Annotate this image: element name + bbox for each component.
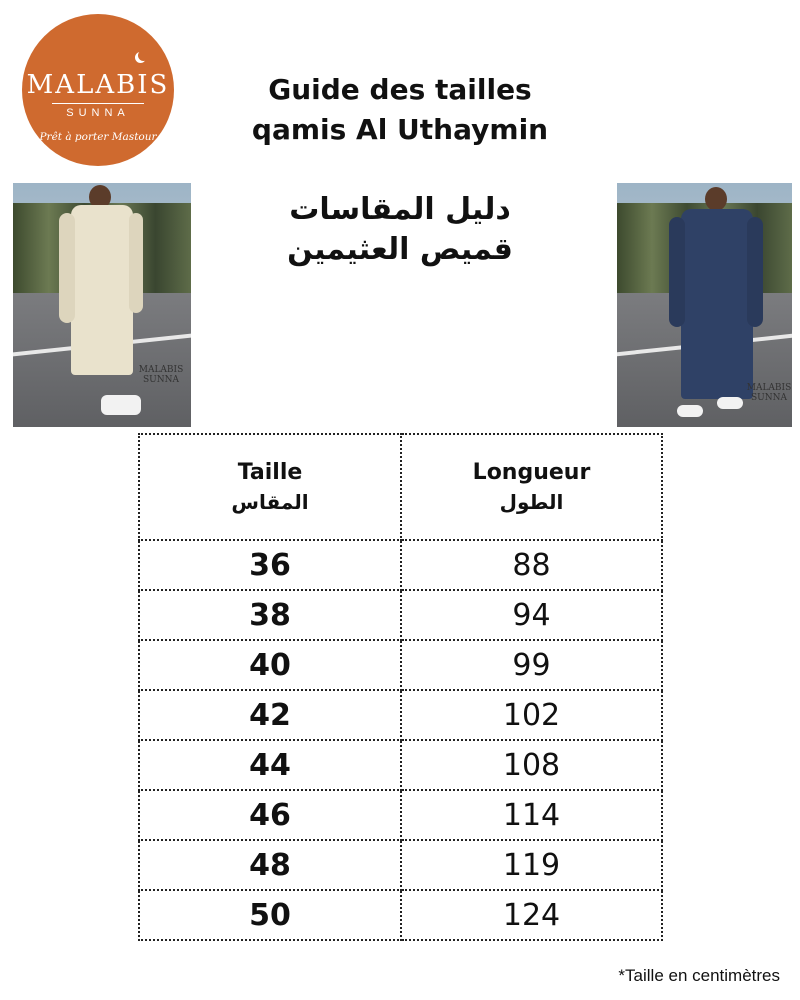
length-cell: 99	[401, 640, 662, 690]
photo-watermark	[133, 365, 189, 385]
logo-brand-text: MALABIS	[26, 70, 170, 100]
table-row	[139, 590, 662, 640]
size-cell: 38	[139, 590, 401, 640]
logo-divider	[52, 103, 144, 104]
page-title-fr	[200, 70, 600, 150]
watermark-sub: SUNNA	[751, 393, 787, 403]
table-row	[139, 640, 662, 690]
table-row	[139, 840, 662, 890]
header-length-ar: الطول	[499, 490, 564, 514]
footnote: *Taille en centimètres	[618, 966, 780, 985]
product-photo-cream	[13, 183, 191, 427]
table-row	[139, 790, 662, 840]
brand-logo	[22, 14, 174, 166]
title-fr-line2: qamis Al Uthaymin	[251, 113, 549, 146]
table-header-row	[139, 434, 662, 540]
header-length-fr: Longueur	[472, 460, 591, 485]
size-cell: 40	[139, 640, 401, 690]
logo-tagline: Prêt à porter Mastour	[39, 131, 157, 143]
photo-watermark	[745, 383, 792, 403]
length-cell: 88	[401, 540, 662, 590]
size-cell: 46	[139, 790, 401, 840]
model-figure	[53, 183, 153, 427]
table-row	[139, 540, 662, 590]
crescent-icon	[138, 50, 149, 61]
header-size-ar: المقاس	[231, 490, 309, 514]
header-length	[401, 434, 662, 540]
title-ar-line2: قميص العثيمين	[287, 232, 513, 267]
table-row	[139, 740, 662, 790]
watermark-sub: SUNNA	[143, 375, 179, 385]
size-chart-table	[138, 433, 663, 941]
header-size	[139, 434, 401, 540]
length-cell: 102	[401, 690, 662, 740]
size-cell: 36	[139, 540, 401, 590]
product-photo-navy	[617, 183, 792, 427]
table-row	[139, 890, 662, 940]
title-fr-line1: Guide des tailles	[268, 73, 532, 106]
size-cell: 42	[139, 690, 401, 740]
length-cell: 124	[401, 890, 662, 940]
title-ar-line1: دليل المقاسات	[289, 192, 511, 227]
watermark-brand: MALABIS	[138, 365, 184, 375]
size-cell: 48	[139, 840, 401, 890]
size-cell: 50	[139, 890, 401, 940]
length-cell: 114	[401, 790, 662, 840]
length-cell: 94	[401, 590, 662, 640]
length-cell: 119	[401, 840, 662, 890]
page-title-ar	[200, 190, 600, 270]
size-cell: 44	[139, 740, 401, 790]
watermark-brand: MALABIS	[746, 383, 792, 393]
table-row	[139, 690, 662, 740]
length-cell: 108	[401, 740, 662, 790]
header-size-fr: Taille	[237, 460, 303, 485]
logo-sub-text: SUNNA	[66, 107, 130, 119]
